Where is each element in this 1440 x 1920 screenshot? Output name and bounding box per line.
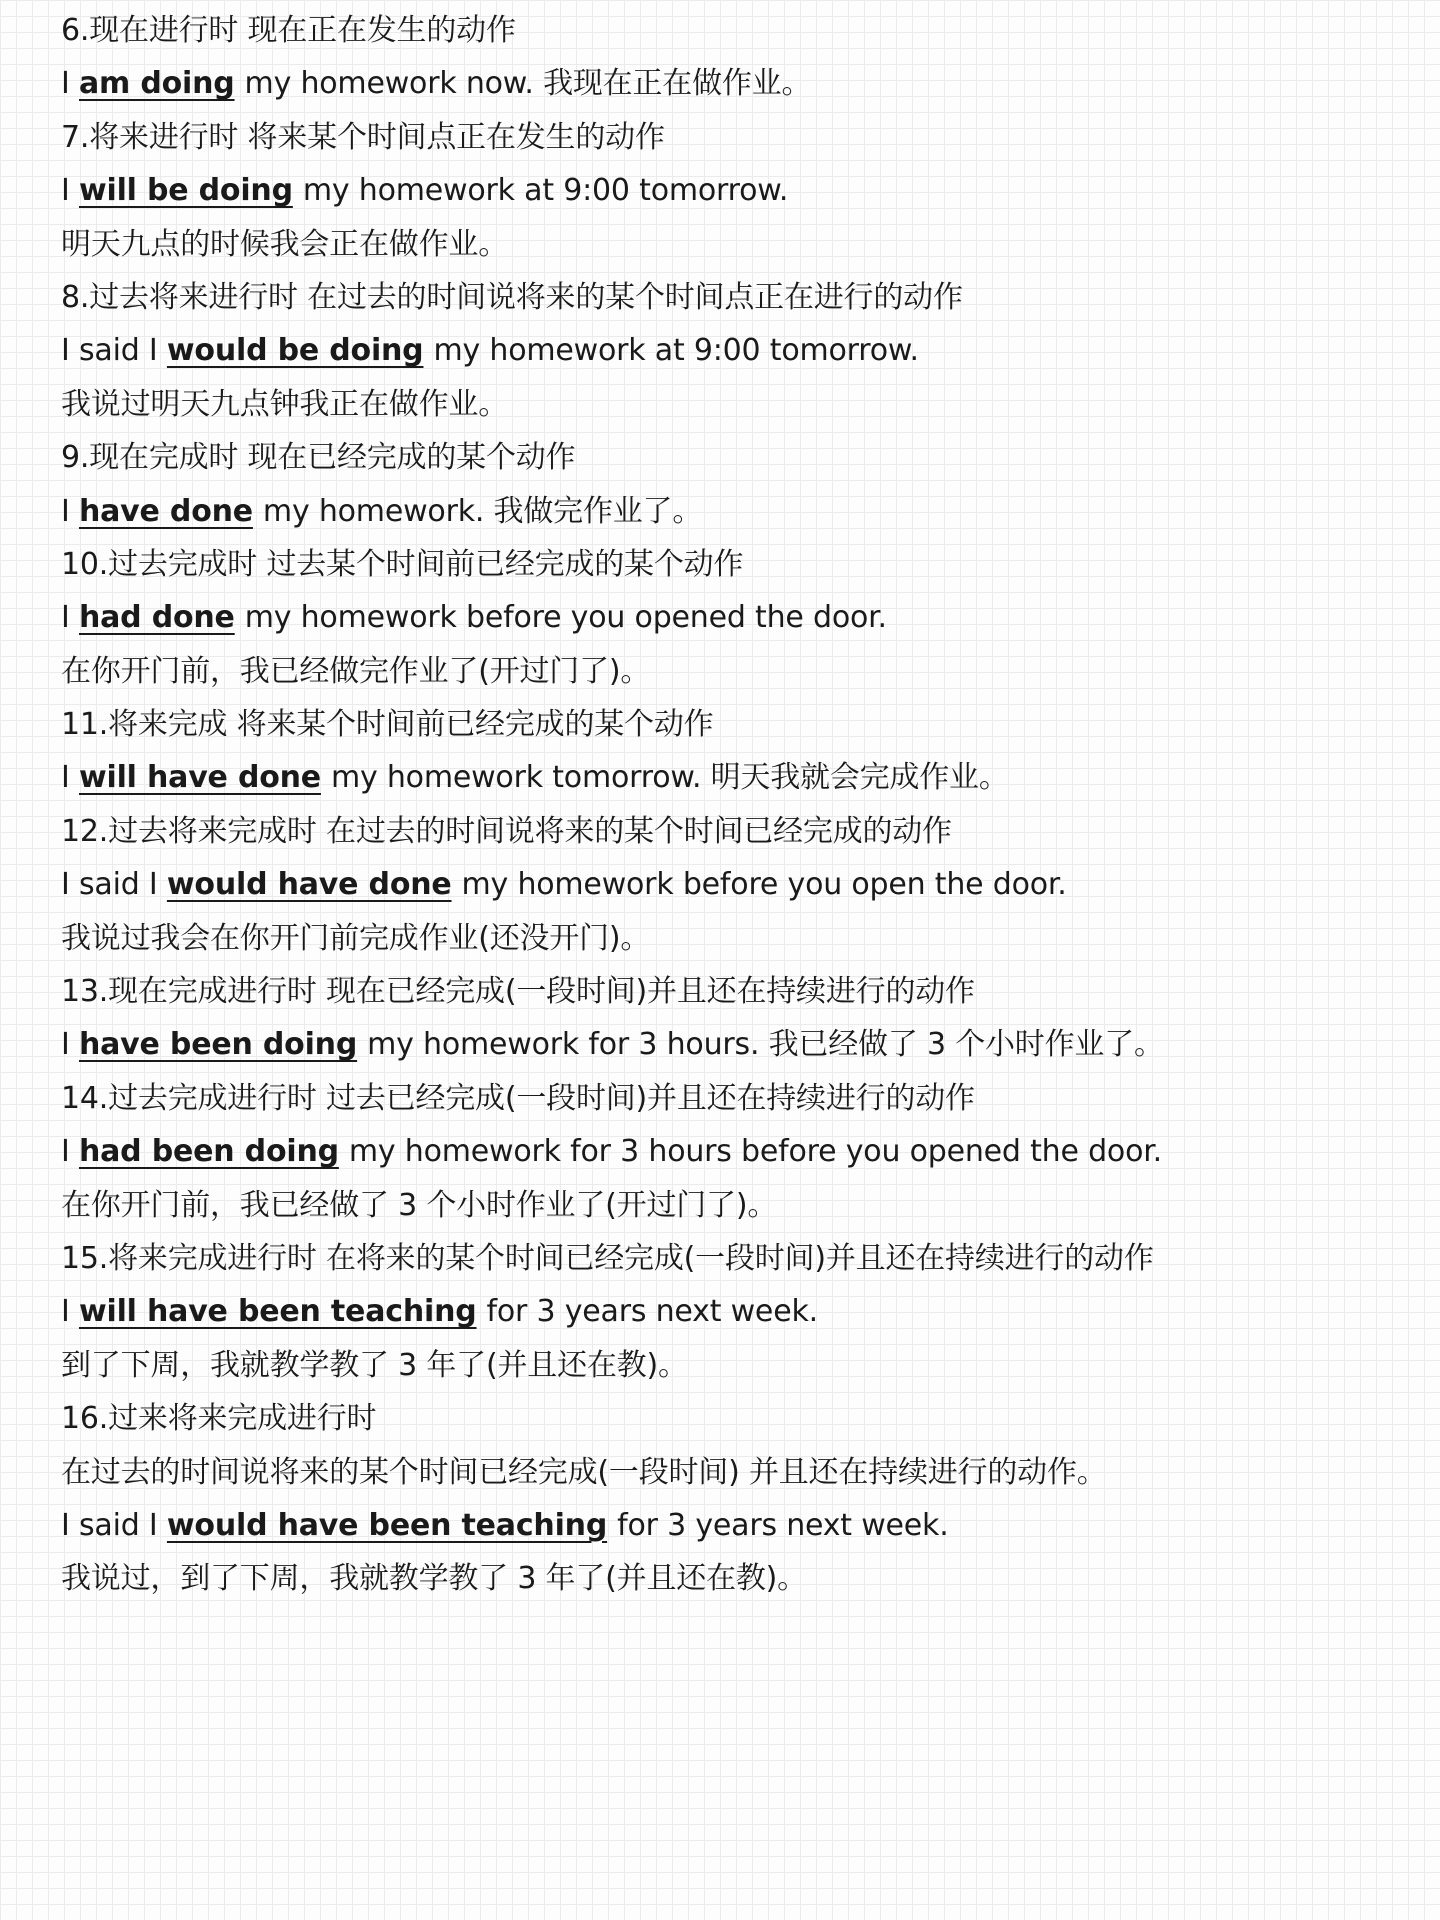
heading-text: 9.现在完成时 现在已经完成的某个动作 [61,440,576,476]
tense-heading [61,271,1401,324]
heading-text: 16.过来将来完成进行时 [61,1401,377,1437]
tense-heading [61,965,1401,1018]
example-sentence [61,591,1401,644]
tense-keyword: had done [78,600,235,636]
example-sentence [61,57,1401,110]
sentence-prefix: I [61,1027,79,1063]
tense-heading [61,1232,1401,1285]
sentence-prefix: I [61,1134,79,1170]
tense-heading [61,431,1401,484]
heading-text: 11.将来完成 将来某个时间前已经完成的某个动作 [61,707,714,743]
tense-keyword: will have done [78,760,321,796]
translation-text: 到了下周，我就教学教了 3 年了(并且还在教)。 [61,1347,688,1383]
tense-keyword: had been doing [78,1134,339,1170]
example-sentence [61,485,1401,538]
translation-text: 我说过，到了下周，我就教学教了 3 年了(并且还在教)。 [61,1561,807,1597]
translation-text: 在你开门前，我已经做了 3 个小时作业了(开过门了)。 [61,1187,778,1223]
tense-heading [61,1072,1401,1125]
example-sentence [61,751,1401,804]
translation-line [61,912,1401,965]
example-sentence [61,324,1401,377]
tense-keyword: would have done [166,867,452,903]
heading-text: 6.现在进行时 现在正在发生的动作 [61,13,516,48]
heading-text: 13.现在完成进行时 现在已经完成(一段时间)并且还在持续进行的动作 [61,974,975,1010]
example-sentence [61,1285,1401,1338]
heading-text: 10.过去完成时 过去某个时间前已经完成的某个动作 [61,546,744,582]
tense-keyword: am doing [78,66,235,102]
heading-text: 14.过去完成进行时 过去已经完成(一段时间)并且还在持续进行的动作 [61,1080,975,1116]
heading-text: 15.将来完成进行时 在将来的某个时间已经完成(一段时间)并且还在持续进行的动作 [61,1240,1154,1276]
heading-text: 12.过去将来完成时 在过去的时间说将来的某个时间已经完成的动作 [61,813,952,849]
sentence-rest: my homework before you opened the door. [244,600,887,636]
translation-line [61,1339,1401,1392]
tense-keyword: would be doing [166,333,424,369]
example-sentence [61,1125,1401,1178]
translation-line [61,1552,1401,1605]
tense-keyword: would have been teaching [166,1507,608,1543]
sentence-prefix: I [61,173,79,209]
sentence-rest: my homework for 3 hours. 我已经做了 3 个小时作业了。 [367,1027,1164,1063]
translation-text: 在你开门前，我已经做完作业了(开过门了)。 [61,653,651,689]
example-sentence [61,858,1401,911]
translation-text: 我说过我会在你开门前完成作业(还没开门)。 [61,920,651,956]
translation-text: 我说过明天九点钟我正在做作业。 [61,386,508,422]
tense-heading [61,1392,1401,1445]
sentence-rest: my homework. 我做完作业了。 [262,493,703,529]
sentence-rest: my homework now. 我现在正在做作业。 [244,66,812,102]
tense-keyword: will be doing [78,173,293,209]
tense-keyword: will have been teaching [78,1294,477,1330]
grammar-notes [61,4,1401,1606]
translation-line [61,645,1401,698]
sentence-prefix: I [61,1294,79,1330]
sentence-prefix: I [61,493,79,529]
definition-line [61,1446,1401,1499]
tense-heading [61,4,1401,57]
translation-line [61,218,1401,271]
example-sentence [61,164,1401,217]
example-sentence [61,1018,1401,1071]
tense-heading [61,111,1401,164]
sentence-rest: for 3 years next week. [617,1507,949,1543]
sentence-prefix: I said I [61,1507,167,1543]
sentence-rest: my homework before you open the door. [461,867,1067,903]
sentence-rest: my homework at 9:00 tomorrow. [433,333,919,369]
sentence-rest: my homework for 3 hours before you opened the door. [348,1134,1162,1170]
example-sentence [61,1499,1401,1552]
sentence-prefix: I said I [61,333,167,369]
heading-text: 7.将来进行时 将来某个时间点正在发生的动作 [61,119,665,155]
tense-heading [61,698,1401,751]
tense-heading [61,805,1401,858]
heading-text: 8.过去将来进行时 在过去的时间说将来的某个时间点正在进行的动作 [61,279,963,315]
definition-text: 在过去的时间说将来的某个时间已经完成(一段时间) 并且还在持续进行的动作。 [61,1454,1107,1490]
sentence-rest: my homework at 9:00 tomorrow. [302,173,789,209]
translation-line [61,378,1401,431]
tense-keyword: have done [78,493,253,529]
tense-heading [61,538,1401,591]
sentence-prefix: I [61,66,79,102]
sentence-rest: my homework tomorrow. 明天我就会完成作业。 [330,760,1009,796]
translation-line [61,1179,1401,1232]
sentence-rest: for 3 years next week. [486,1294,818,1330]
tense-keyword: have been doing [78,1027,358,1063]
translation-text: 明天九点的时候我会正在做作业。 [61,226,508,262]
sentence-prefix: I said I [61,867,167,903]
sentence-prefix: I [61,760,79,796]
sentence-prefix: I [61,600,79,636]
